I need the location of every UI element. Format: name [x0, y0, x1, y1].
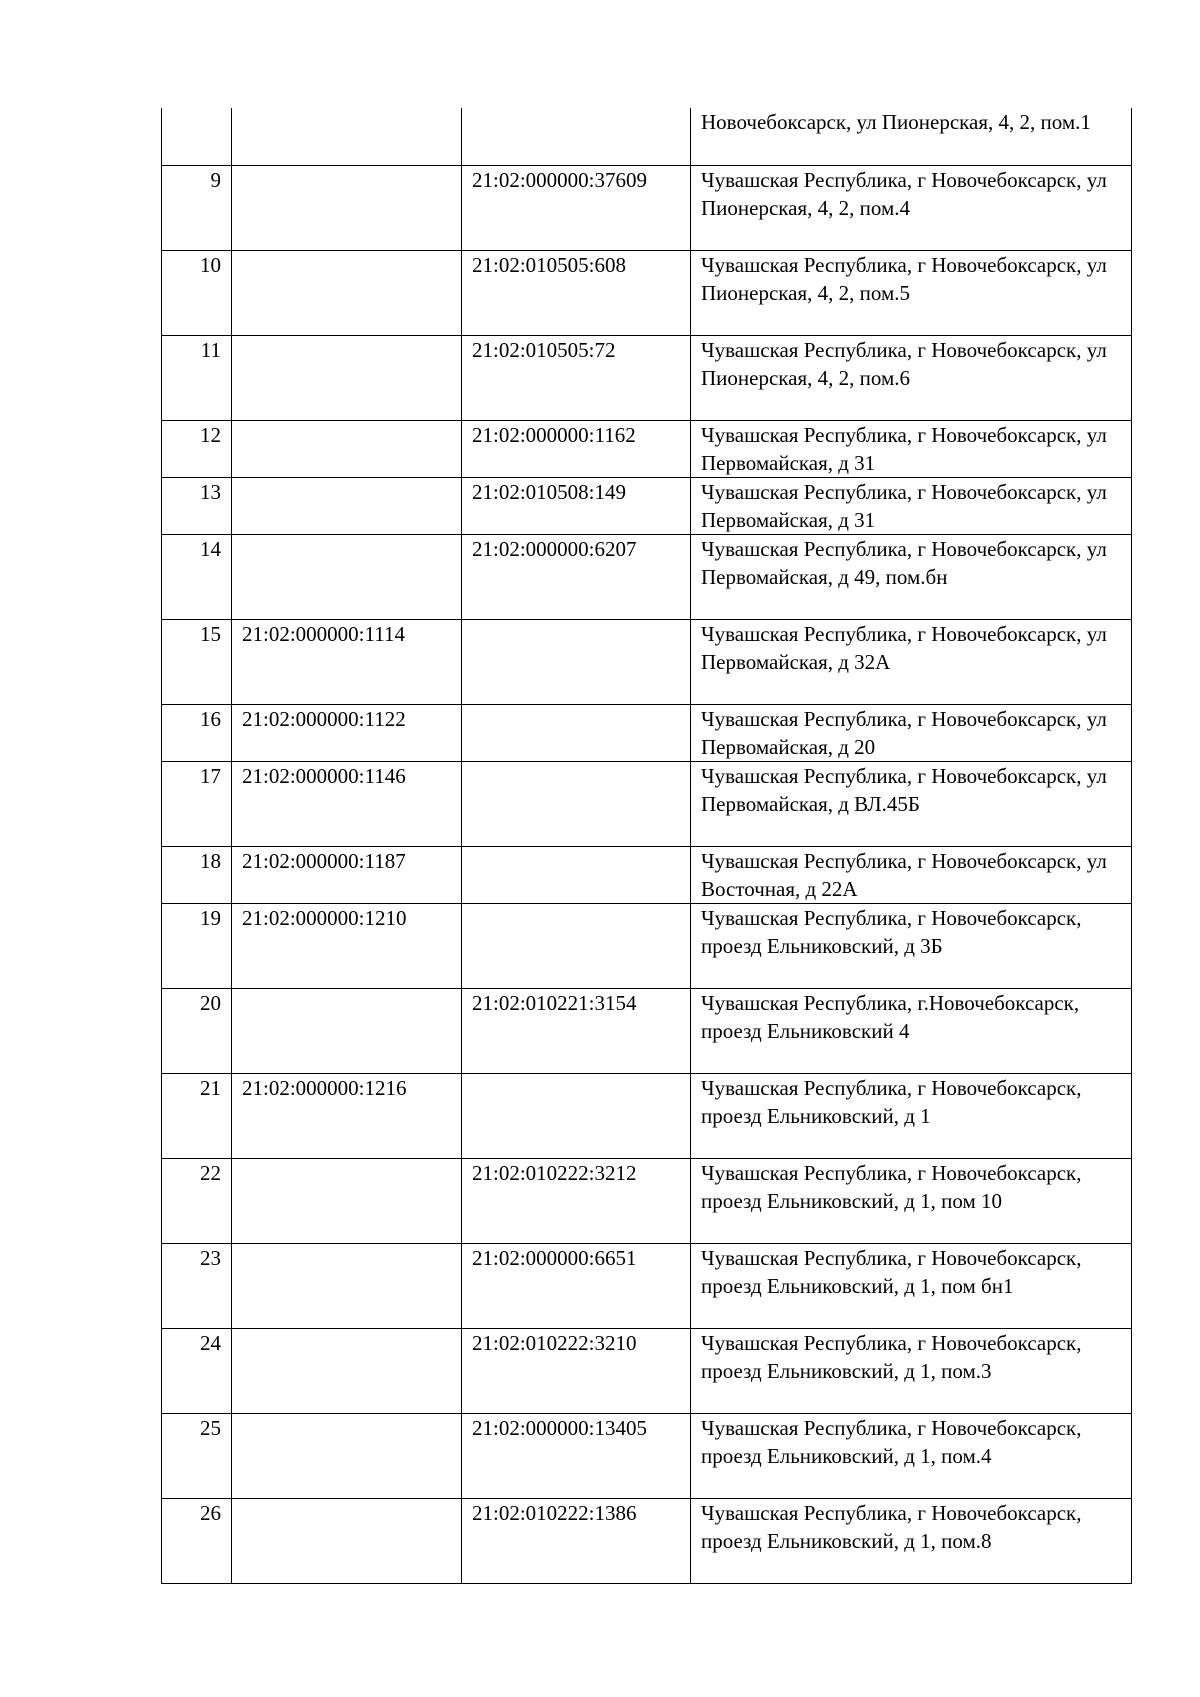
table-body — [162, 108, 1132, 1583]
object-cadastral-number-cell — [462, 704, 691, 761]
table-row — [162, 903, 1132, 988]
table-row — [162, 761, 1132, 846]
table-row — [162, 1328, 1132, 1413]
table-row — [162, 846, 1132, 903]
address-cell: Чувашская Республика, г Новочебоксарск, проезд Ельниковский, д 1, пом 10 — [691, 1158, 1132, 1243]
row-number-cell: 13 — [162, 477, 232, 534]
object-cadastral-number-cell: 21:02:000000:13405 — [462, 1413, 691, 1498]
address-cell: Чувашская Республика, г Новочебоксарск, ул Пионерская, 4, 2, пом.4 — [691, 165, 1132, 250]
row-number-cell: 17 — [162, 761, 232, 846]
object-cadastral-number-cell: 21:02:010222:1386 — [462, 1498, 691, 1583]
object-cadastral-number-cell — [462, 846, 691, 903]
table-row — [162, 1243, 1132, 1328]
object-cadastral-number-cell: 21:02:000000:6651 — [462, 1243, 691, 1328]
address-cell: Чувашская Республика, г Новочебоксарск, проезд Ельниковский, д 3Б — [691, 903, 1132, 988]
land-cadastral-number-cell: 21:02:000000:1146 — [232, 761, 462, 846]
row-number-cell: 12 — [162, 420, 232, 477]
table-row — [162, 1158, 1132, 1243]
object-cadastral-number-cell — [462, 108, 691, 165]
table-row — [162, 477, 1132, 534]
land-cadastral-number-cell: 21:02:000000:1210 — [232, 903, 462, 988]
table-row — [162, 1073, 1132, 1158]
address-cell: Чувашская Республика, г Новочебоксарск, ул Первомайская, д 49, пом.бн — [691, 534, 1132, 619]
address-cell: Новочебоксарск, ул Пионерская, 4, 2, пом.1 — [691, 108, 1132, 165]
address-cell: Чувашская Республика, г Новочебоксарск, проезд Ельниковский, д 1, пом.8 — [691, 1498, 1132, 1583]
address-cell: Чувашская Республика, г Новочебоксарск, ул Первомайская, д 31 — [691, 420, 1132, 477]
land-cadastral-number-cell — [232, 250, 462, 335]
table-row — [162, 250, 1132, 335]
row-number-cell: 21 — [162, 1073, 232, 1158]
table-row — [162, 420, 1132, 477]
table-row — [162, 335, 1132, 420]
land-cadastral-number-cell — [232, 477, 462, 534]
row-number-cell — [162, 108, 232, 165]
table-row — [162, 165, 1132, 250]
land-cadastral-number-cell — [232, 1328, 462, 1413]
address-cell: Чувашская Республика, г Новочебоксарск, проезд Ельниковский, д 1, пом.3 — [691, 1328, 1132, 1413]
row-number-cell: 20 — [162, 988, 232, 1073]
row-number-cell: 14 — [162, 534, 232, 619]
object-cadastral-number-cell — [462, 903, 691, 988]
object-cadastral-number-cell: 21:02:010221:3154 — [462, 988, 691, 1073]
address-cell: Чувашская Республика, г Новочебоксарск, проезд Ельниковский, д 1, пом бн1 — [691, 1243, 1132, 1328]
land-cadastral-number-cell — [232, 1158, 462, 1243]
land-cadastral-number-cell: 21:02:000000:1187 — [232, 846, 462, 903]
table-row — [162, 1498, 1132, 1583]
address-cell: Чувашская Республика, г Новочебоксарск, ул Первомайская, д 31 — [691, 477, 1132, 534]
object-cadastral-number-cell — [462, 761, 691, 846]
table-row — [162, 988, 1132, 1073]
land-cadastral-number-cell — [232, 1243, 462, 1328]
land-cadastral-number-cell — [232, 420, 462, 477]
address-cell: Чувашская Республика, г Новочебоксарск, ул Первомайская, д 20 — [691, 704, 1132, 761]
object-cadastral-number-cell: 21:02:000000:6207 — [462, 534, 691, 619]
row-number-cell: 10 — [162, 250, 232, 335]
land-cadastral-number-cell — [232, 108, 462, 165]
row-number-cell: 26 — [162, 1498, 232, 1583]
land-cadastral-number-cell — [232, 1413, 462, 1498]
address-cell: Чувашская Республика, г Новочебоксарск, проезд Ельниковский, д 1, пом.4 — [691, 1413, 1132, 1498]
address-cell: Чувашская Республика, г Новочебоксарск, проезд Ельниковский, д 1 — [691, 1073, 1132, 1158]
land-cadastral-number-cell — [232, 335, 462, 420]
land-cadastral-number-cell — [232, 1498, 462, 1583]
land-cadastral-number-cell — [232, 988, 462, 1073]
land-cadastral-number-cell: 21:02:000000:1216 — [232, 1073, 462, 1158]
object-cadastral-number-cell: 21:02:000000:1162 — [462, 420, 691, 477]
row-number-cell: 18 — [162, 846, 232, 903]
table-row — [162, 619, 1132, 704]
row-number-cell: 9 — [162, 165, 232, 250]
row-number-cell: 16 — [162, 704, 232, 761]
address-cell: Чувашская Республика, г Новочебоксарск, ул Первомайская, д ВЛ.45Б — [691, 761, 1132, 846]
table-row — [162, 1413, 1132, 1498]
object-cadastral-number-cell: 21:02:000000:37609 — [462, 165, 691, 250]
land-cadastral-number-cell: 21:02:000000:1122 — [232, 704, 462, 761]
land-cadastral-number-cell: 21:02:000000:1114 — [232, 619, 462, 704]
object-cadastral-number-cell: 21:02:010505:608 — [462, 250, 691, 335]
cadastral-objects-table — [161, 108, 1132, 1584]
row-number-cell: 25 — [162, 1413, 232, 1498]
object-cadastral-number-cell — [462, 619, 691, 704]
row-number-cell: 23 — [162, 1243, 232, 1328]
object-cadastral-number-cell: 21:02:010505:72 — [462, 335, 691, 420]
land-cadastral-number-cell — [232, 534, 462, 619]
address-cell: Чувашская Республика, г Новочебоксарск, ул Первомайская, д 32А — [691, 619, 1132, 704]
row-number-cell: 11 — [162, 335, 232, 420]
object-cadastral-number-cell: 21:02:010508:149 — [462, 477, 691, 534]
table-row — [162, 108, 1132, 165]
row-number-cell: 15 — [162, 619, 232, 704]
table-row — [162, 704, 1132, 761]
row-number-cell: 19 — [162, 903, 232, 988]
address-cell: Чувашская Республика, г Новочебоксарск, ул Пионерская, 4, 2, пом.6 — [691, 335, 1132, 420]
address-cell: Чувашская Республика, г Новочебоксарск, ул Восточная, д 22А — [691, 846, 1132, 903]
land-cadastral-number-cell — [232, 165, 462, 250]
address-cell: Чувашская Республика, г.Новочебоксарск, проезд Ельниковский 4 — [691, 988, 1132, 1073]
table-row — [162, 534, 1132, 619]
object-cadastral-number-cell: 21:02:010222:3210 — [462, 1328, 691, 1413]
address-cell: Чувашская Республика, г Новочебоксарск, ул Пионерская, 4, 2, пом.5 — [691, 250, 1132, 335]
object-cadastral-number-cell — [462, 1073, 691, 1158]
row-number-cell: 22 — [162, 1158, 232, 1243]
object-cadastral-number-cell: 21:02:010222:3212 — [462, 1158, 691, 1243]
row-number-cell: 24 — [162, 1328, 232, 1413]
